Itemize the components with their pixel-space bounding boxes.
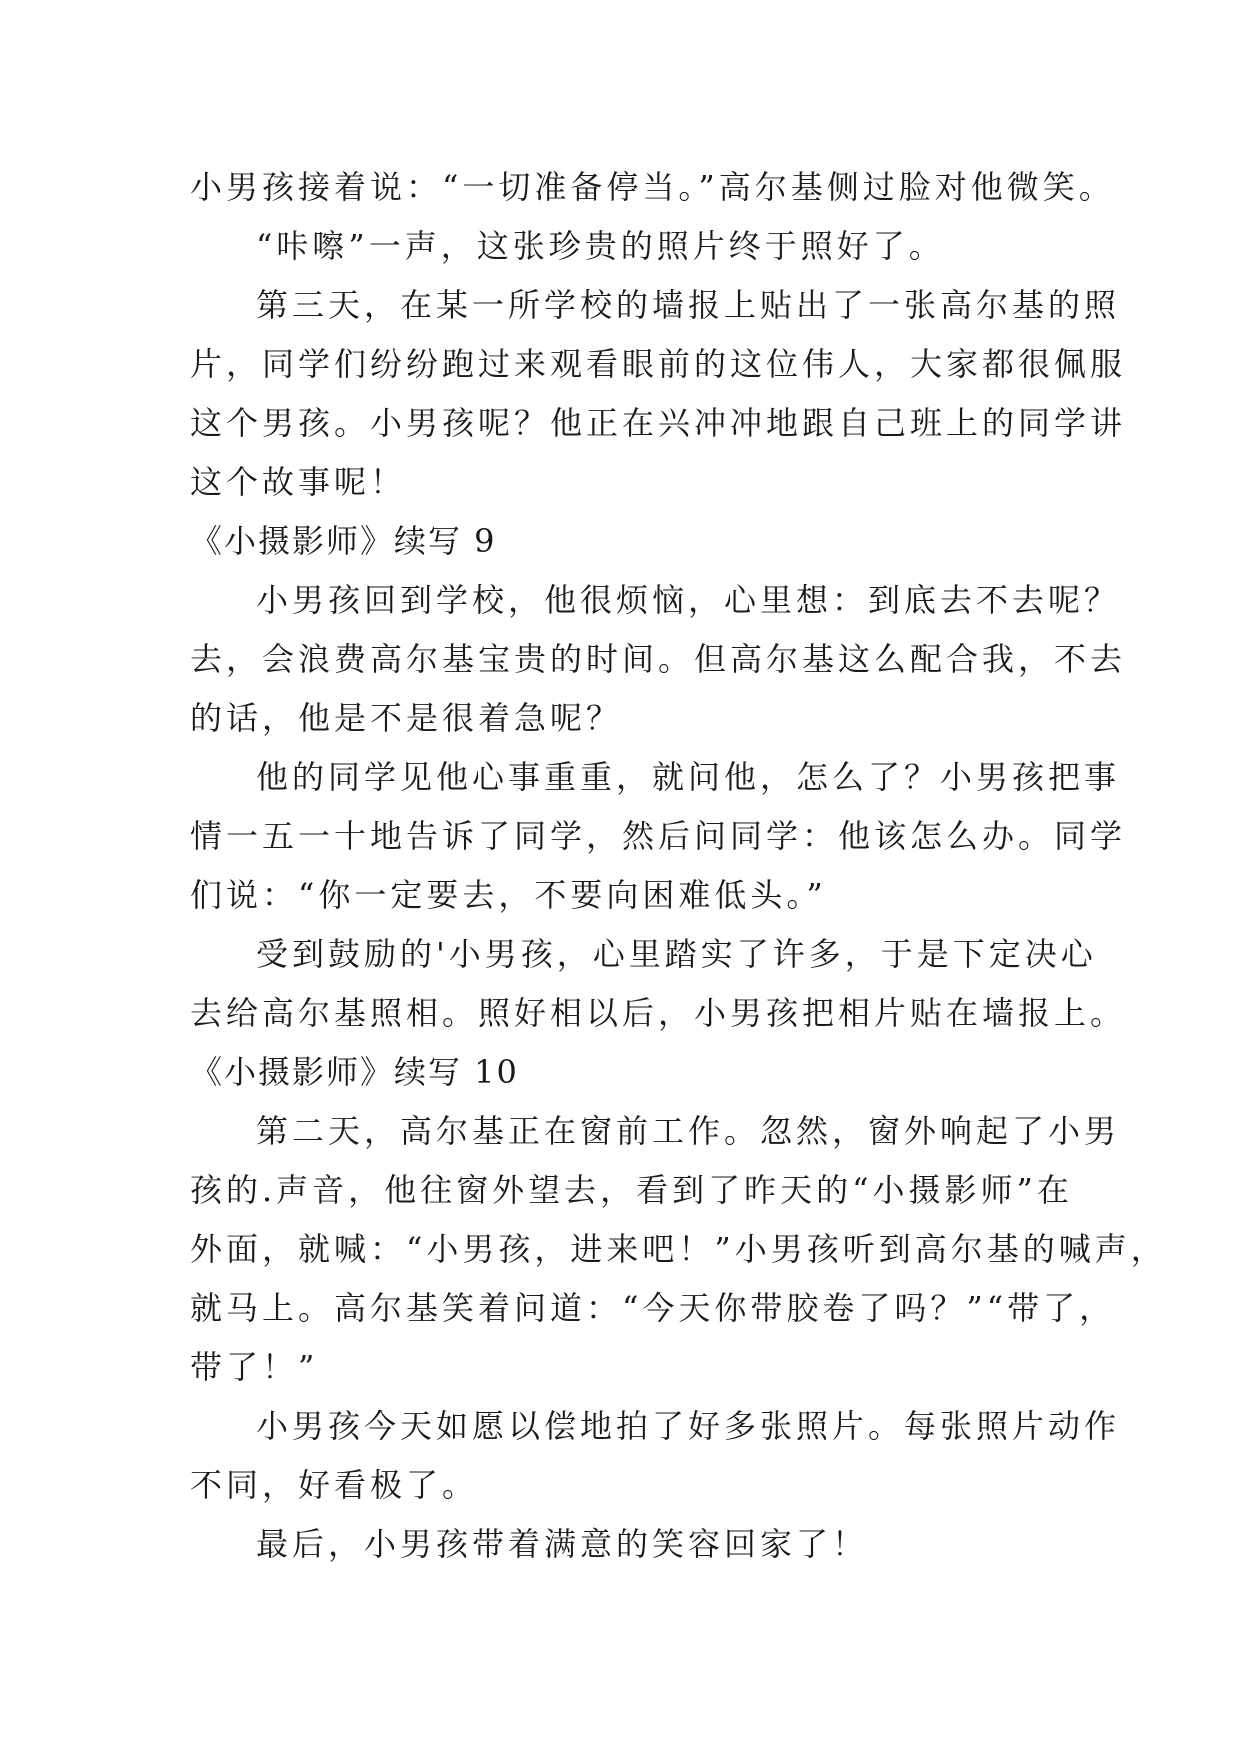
text-line: 最后，小男孩带着满意的笑容回家了！ [256,1525,869,1563]
text-line: 小男孩回到学校，他很烦恼，心里想：到底去不去呢？ [256,581,1121,619]
text-line: 他的同学见他心事重重，就问他，怎么了？小男孩把事 [256,758,1121,796]
text-line: 受到鼓励的'小男孩，心里踏实了许多，于是下定决心 [256,935,1097,973]
text-line: 这个男孩。小男孩呢？他正在兴冲冲地跟自己班上的同学讲 [190,404,1127,442]
text-line: 去，会浪费高尔基宝贵的时间。但高尔基这么配合我，不去 [190,640,1127,678]
section-heading: 《小摄影师》续写 9 [190,522,497,560]
text-line: 孩的.声音，他往窗外望去，看到了昨天的“小摄影师”在 [190,1171,1073,1209]
text-line: 带了！” [190,1348,319,1386]
text-line: 这个故事呢！ [190,463,407,501]
text-line: “咔嚓”一声，这张珍贵的照片终于照好了。 [256,227,945,265]
text-line: 们说：“你一定要去，不要向困难低头。” [190,876,827,914]
text-line: 小男孩接着说：“一切准备停当。”高尔基侧过脸对他微笑。 [190,168,1115,206]
section-heading: 《小摄影师》续写 10 [190,1053,519,1091]
text-line: 小男孩今天如愿以偿地拍了好多张照片。每张照片动作 [256,1407,1121,1445]
text-line: 不同，好看极了。 [190,1466,479,1504]
text-line: 外面，就喊：“小男孩，进来吧！”小男孩听到高尔基的喊声， [190,1230,1167,1268]
text-line: 情一五一十地告诉了同学，然后问同学：他该怎么办。同学 [190,817,1127,855]
text-line: 第三天，在某一所学校的墙报上贴出了一张高尔基的照 [256,286,1121,324]
text-line: 就马上。高尔基笑着问道：“今天你带胶卷了吗？”“带了， [190,1289,1116,1327]
text-line: 片，同学们纷纷跑过来观看眼前的这位伟人，大家都很佩服 [190,345,1127,383]
text-line: 第二天，高尔基正在窗前工作。忽然，窗外响起了小男 [256,1112,1121,1150]
text-line: 去给高尔基照相。照好相以后，小男孩把相片贴在墙报上。 [190,994,1127,1032]
text-line: 的话，他是不是很着急呢？ [190,699,623,737]
document-body [190,158,1167,1574]
